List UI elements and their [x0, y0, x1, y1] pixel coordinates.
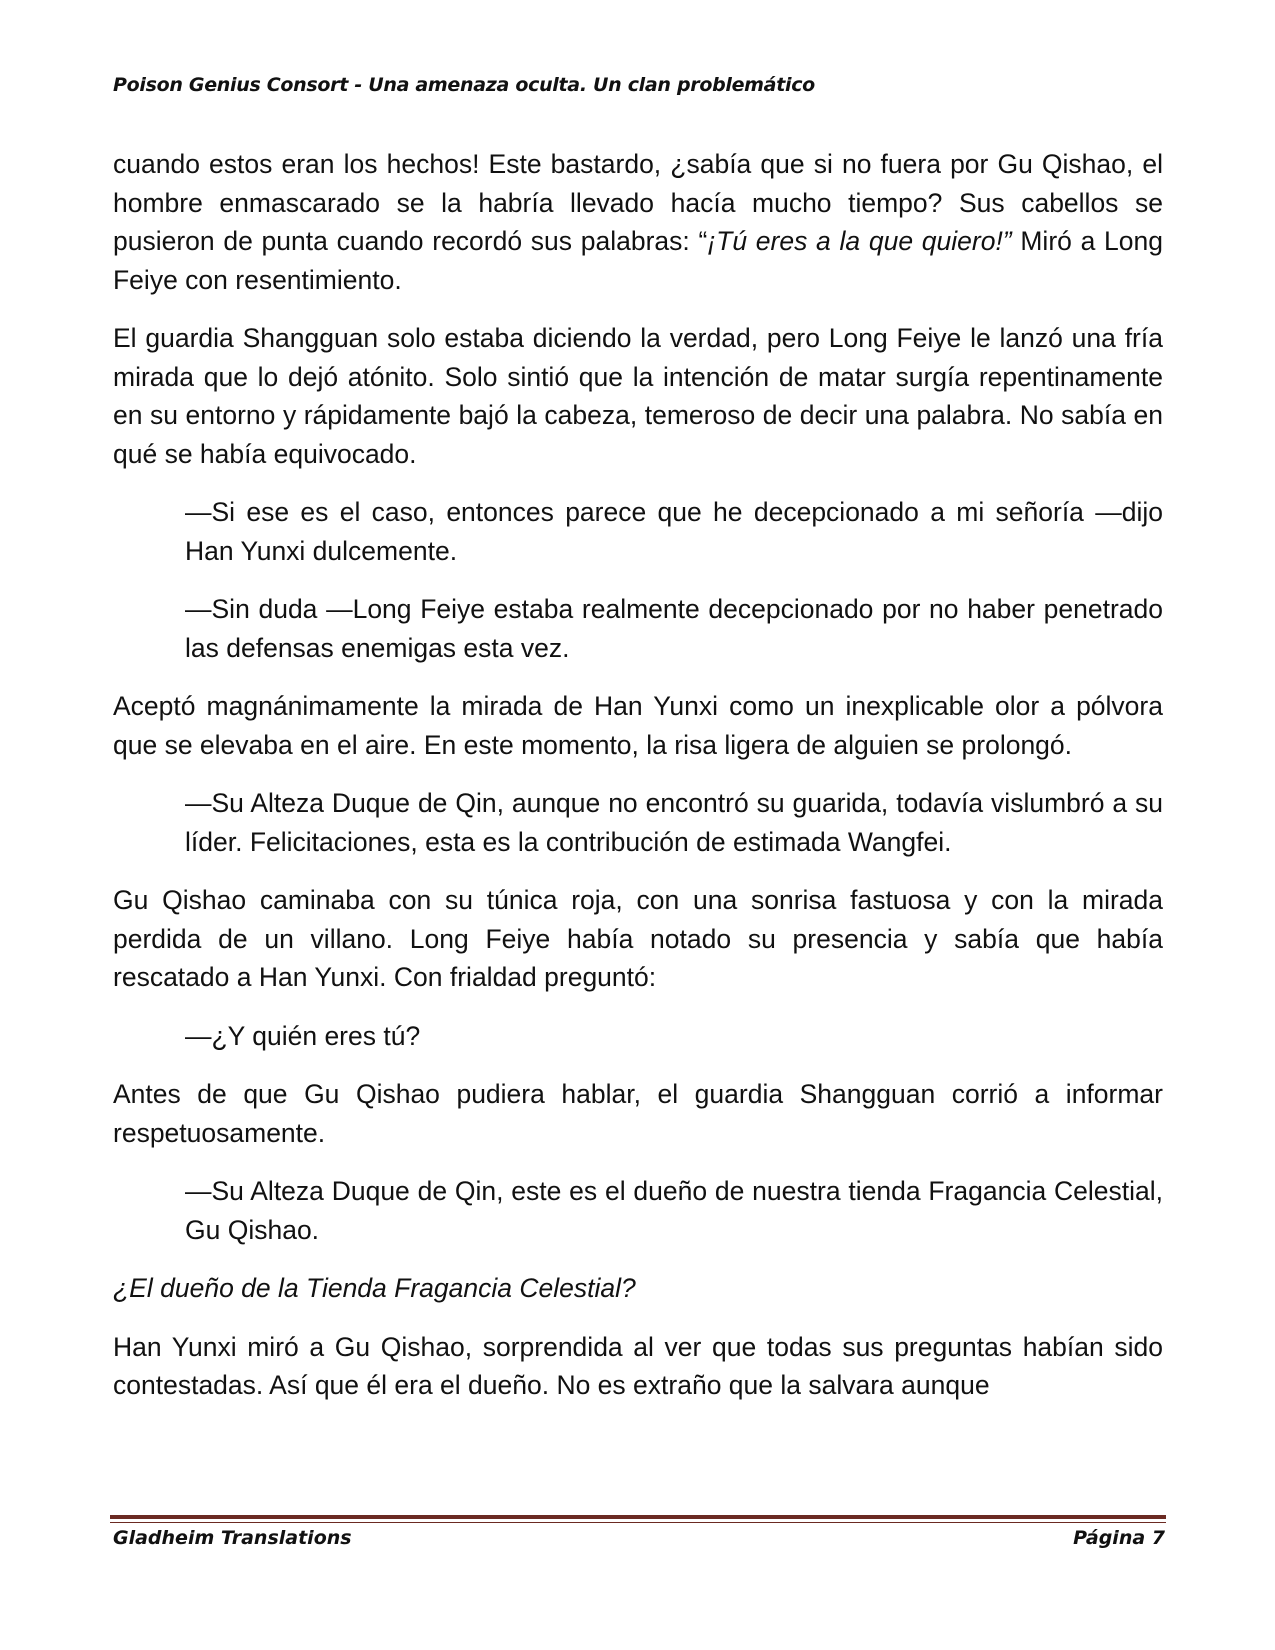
dialogue-line: —Si ese es el caso, entonces parece que he decepcionado a mi señoría —dijo Han Yunxi dulcemente. [185, 497, 1163, 566]
paragraph: Aceptó magnánimamente la mirada de Han Yunxi como un inexplicable olor a pólvora que se elevaba en el aire. En este momento, la risa ligera de alguien se prolongó. [113, 691, 1163, 760]
italic-quote: ¡Tú eres a la que quiero!” [707, 226, 1012, 256]
dialogue-line: —¿Y quién eres tú? [185, 1020, 421, 1051]
footer-translator: Gladheim Translations [113, 1527, 352, 1549]
footer-rule-thin [110, 1522, 1166, 1523]
paragraph: Han Yunxi miró a Gu Qishao, sorprendida al ver que todas sus preguntas habían sido contestadas. Así que él era el dueño. No es extraño que la salvara aunque [113, 1331, 1163, 1400]
dialogue-line: —Sin duda —Long Feiye estaba realmente decepcionado por no haber penetrado las defensas enemigas esta vez. [185, 594, 1163, 663]
dialogue-line: —Su Alteza Duque de Qin, este es el dueño de nuestra tienda Fragancia Celestial, Gu Qishao. [185, 1176, 1163, 1245]
paragraph-text: Miró a Long Feiye con resentimiento. [113, 226, 1163, 295]
page-body [113, 145, 1163, 1405]
paragraph-text: cuando estos eran los hechos! Este bastardo, ¿sabía que si no fuera por Gu Qishao, el hombre enmascarado se la habría llevado hacía mucho tiempo? Sus cabellos se pusieron de punta cuando recordó sus palabras: “ [113, 149, 1163, 256]
italic-paragraph [113, 1269, 1163, 1308]
page-header-title: Poison Genius Consort - Una amenaza oculta. Un clan problemático [113, 74, 815, 96]
paragraph: Antes de que Gu Qishao pudiera hablar, el guardia Shangguan corrió a informar respetuosamente. [113, 1079, 1163, 1148]
paragraph: El guardia Shangguan solo estaba diciendo la verdad, pero Long Feiye le lanzó una fría mirada que lo dejó atónito. Solo sintió que la intención de matar surgía repentinamente en su entorno y rápidamente bajó la cabeza, temeroso de decir una palabra. No sabía en qué se había equivocado. [113, 323, 1163, 469]
paragraph [113, 145, 1163, 299]
paragraph: Gu Qishao caminaba con su túnica roja, con una sonrisa fastuosa y con la mirada perdida de un villano. Long Feiye había notado su presencia y sabía que había rescatado a Han Yunxi. Con frialdad preguntó: [113, 885, 1163, 992]
italic-thought: ¿El dueño de la Tienda Fragancia Celestial? [113, 1273, 636, 1303]
footer-rule [110, 1515, 1166, 1519]
page-number: Página 7 [1073, 1527, 1165, 1549]
dialogue-line: —Su Alteza Duque de Qin, aunque no encontró su guarida, todavía vislumbró a su líder. Felicitaciones, esta es la contribución de estimada Wangfei. [185, 788, 1163, 857]
